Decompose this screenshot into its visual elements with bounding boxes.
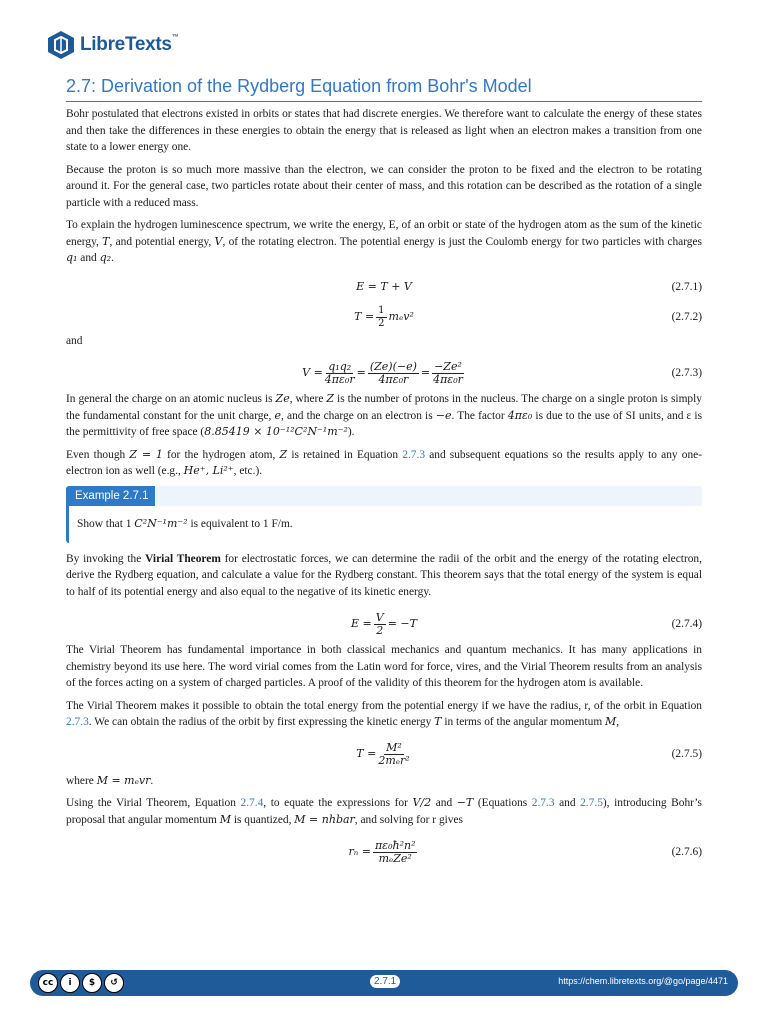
equation-2-7-6: rₙ = $\frac{\text{πε₀ħ²n²}}{\text{mₑZe²}}$ (2.7.6) [348, 838, 702, 865]
equation-number: (2.7.3) [671, 366, 702, 379]
equation-2-7-4: E = $\frac{V}{2}$ = −T (2.7.4) [351, 610, 702, 637]
example-box [66, 486, 702, 543]
logo-text[interactable]: LibreTexts™ [80, 34, 179, 55]
equation-2-7-5: T = $\frac{\text{M²}}{\text{2mₑr²}}$ (2.7.5) [356, 741, 702, 767]
page-title: 2.7: Derivation of the Rydberg Equation from Bohr's Model [66, 76, 532, 96]
site-header [46, 27, 178, 63]
sa-icon: ↺ [104, 973, 124, 993]
paragraph-radius: The Virial Theorem makes it possible to obtain the total energy from the potential energy if we have the radius, r, of the orbit in Equation 2.7.3. We can obtain the radius of the orbit by first expressing the kinetic energy T in terms of the angular momentum M, [66, 699, 702, 728]
page-url-link[interactable]: https://chem.libretexts.org/@go/page/4471 [558, 976, 728, 986]
by-icon: i [60, 973, 80, 993]
equation-2-7-1: E = T + V (2.7.1) [66, 273, 702, 303]
equation-number: (2.7.6) [671, 845, 702, 858]
paragraph-where: where M = mₑvr. [66, 773, 154, 787]
title-divider [66, 101, 702, 102]
equation-number: (2.7.2) [671, 311, 702, 324]
paragraph-hydrogen: Even though Z = 1 for the hydrogen atom, Z is retained in Equation 2.7.3 and subsequent equations so the results apply to any one-electron ion as well (e.g., He⁺, Li²⁺, etc.). [66, 447, 702, 477]
example-label[interactable]: Example 2.7.1 [69, 486, 155, 507]
article-body [66, 106, 702, 870]
paragraph-virial-intro: By invoking the Virial Theorem for electrostatic forces, we can determine the radii of the orbit and the energy of the rotating electron, derive the Rydberg equation, and calculate a value for the Rydberg constant. This theorem says that the total energy of the system is equal to half of its potential energy and also equal to the negative of its kinetic energy. [66, 552, 702, 598]
equation-number: (2.7.5) [671, 748, 702, 761]
paragraph-intro: Bohr postulated that electrons existed in orbits or states that had discrete energies. We therefore want to calculate the energy of these states and then take the differences in these energies to obtain the energy that is released as light when an electron makes a transition from one state to a lower energy one. [66, 108, 702, 153]
equation-2-7-2: T = $\frac{1}{2}$ mₑv² (2.7.2) [354, 305, 702, 329]
equation-number: (2.7.4) [671, 617, 702, 630]
equation-link-2-7-3[interactable]: 2.7.3 [402, 448, 426, 461]
paragraph-energy: To explain the hydrogen luminescence spectrum, we write the energy, E, of an orbit or state of the hydrogen atom as the sum of the kinetic energy, T, and potential energy, V, of the rotating electron. The potential energy is just the Coulomb energy for two particles with charges q₁ and q₂. [66, 219, 702, 264]
paragraph-and: and [66, 334, 83, 347]
nc-icon: $ [82, 973, 102, 993]
paragraph-charge: In general the charge on an atomic nucleus is Ze, where Z is the number of protons in the nucleus. The charge on a single proton is simply the fundamental constant for the unit charge, e, and the charge on an electron is −e. The factor 4πε₀ is due to the use of SI units, and ε is the permittivity of free space (8.85419 × 10⁻¹²C²N⁻¹m⁻²). [66, 392, 703, 438]
paragraph-quantized: Using the Virial Theorem, Equation 2.7.4, to equate the expressions for V/2 and −T (Equations 2.7.3 and 2.7.5), introducing Bohr’s proposal that angular momentum M is quantized, M = nhbar, and solving for r gives [66, 796, 702, 826]
equation-link-2-7-5[interactable]: 2.7.5 [580, 797, 603, 809]
equation-link-2-7-4[interactable]: 2.7.4 [240, 797, 264, 809]
example-body: Show that 1 C²N⁻¹m⁻² is equivalent to 1 F/m. [69, 506, 702, 543]
paragraph-proton: Because the proton is so much more massive than the electron, we can consider the proton to be fixed and the electron to be rotating around it. For the general case, two particles rotate about their center of mass, and this rotation can be described as the rotation of a single particle with a reduced mass. [66, 163, 702, 209]
page-footer [30, 970, 738, 996]
cc-icon: cc [38, 973, 58, 993]
equation-link-2-7-3[interactable]: 2.7.3 [66, 716, 89, 728]
page-number: 2.7.1 [370, 975, 400, 988]
paragraph-virial-importance: The Virial Theorem has fundamental importance in both classical mechanics and quantum mechanics. It has many applications in chemistry beyond its use here. The word virial comes from the Latin word for force, vires, and the Virial Theorem results from an analysis of the forces acting on a system of charged particles. A proof of the validity of this theorem for the hydrogen atom is available. [66, 644, 702, 689]
equation-link-2-7-3[interactable]: 2.7.3 [531, 797, 555, 809]
equation-number: (2.7.1) [671, 281, 702, 294]
libretexts-logo-icon[interactable] [46, 30, 76, 60]
equation-2-7-3: V = $\frac{\text{q₁q₂}}{\text{4πε₀r}}$ = $\frac{(Ze)(-e)}{\text{4πε₀r}}$ = $\frac{\text{−Ze²}}{\text{4πε₀r}}$ (2.7.3) [302, 359, 702, 386]
license-badge[interactable] [38, 973, 124, 993]
